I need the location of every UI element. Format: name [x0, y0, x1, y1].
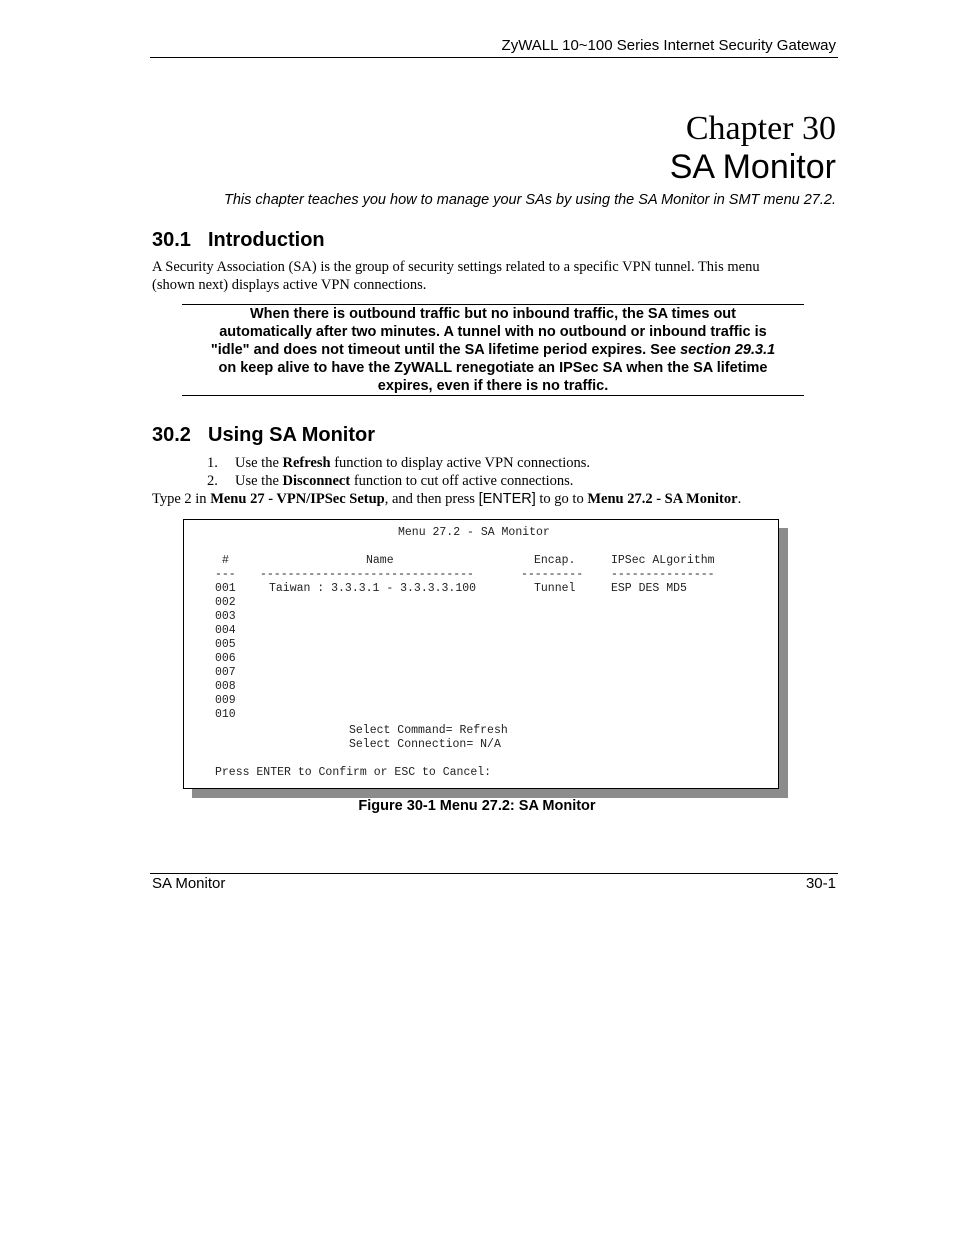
enter-key-label: [ENTER] [478, 491, 536, 507]
note-line-5: expires, even if there is no traffic. [377, 378, 609, 394]
table-row-number: 009 [215, 694, 236, 707]
note-box [182, 304, 804, 396]
table-row-algorithm: ESP DES MD5 [611, 582, 687, 595]
sa-monitor-terminal [183, 519, 779, 789]
column-separator: --------------- [611, 568, 715, 581]
table-row-number: 008 [215, 680, 236, 693]
table-row-number: 005 [215, 638, 236, 651]
column-separator: --------- [521, 568, 584, 581]
menu-reference: Menu 27.2 - SA Monitor [587, 491, 738, 507]
step-text-part: Use the [235, 455, 283, 471]
intro-paragraph-line-2: (shown next) displays active VPN connections. [152, 277, 427, 293]
section-number: 30.2 [152, 424, 191, 446]
step-function-name: Disconnect [282, 473, 351, 489]
table-row-number: 002 [215, 596, 236, 609]
type-instruction-part: , and then press [384, 491, 479, 507]
column-header-ipsec-algorithm: IPSec ALgorithm [611, 554, 715, 567]
table-row-name: Taiwan : 3.3.3.1 - 3.3.3.3.100 [269, 582, 477, 595]
page-header: ZyWALL 10~100 Series Internet Security Gateway [501, 37, 836, 54]
confirm-prompt: Press ENTER to Confirm or ESC to Cancel: [215, 766, 492, 779]
table-row-number: 003 [215, 610, 236, 623]
section-heading-introduction [152, 229, 325, 252]
note-line-2: automatically after two minutes. A tunnel with no outbound or inbound traffic is [219, 324, 767, 340]
section-title: Using SA Monitor [208, 424, 376, 446]
section-number: 30.1 [152, 229, 191, 251]
footer-page-number: 30-1 [805, 875, 836, 892]
select-connection-label: Select Connection= [349, 738, 474, 751]
section-heading-using-sa-monitor [152, 424, 375, 447]
footer-rule [150, 873, 838, 874]
note-line-4: on keep alive to have the ZyWALL renegotiate an IPSec SA when the SA lifetime [218, 360, 768, 376]
figure-caption: Figure 30-1 Menu 27.2: SA Monitor [358, 798, 596, 814]
note-line-1: When there is outbound traffic but no inbound traffic, the SA times out [250, 306, 736, 322]
column-header-encap: Encap. [534, 554, 576, 567]
terminal-title: Menu 27.2 - SA Monitor [398, 526, 550, 539]
step-function-name: Refresh [282, 455, 331, 471]
select-command-label: Select Command= [349, 724, 453, 737]
step-number: 2. [207, 473, 218, 489]
type-instruction-part: to go to [535, 491, 588, 507]
column-header-name: Name [366, 554, 394, 567]
column-separator: --- [215, 568, 236, 581]
select-connection [349, 738, 501, 752]
footer-chapter-name: SA Monitor [152, 875, 226, 892]
note-line-3-text: "idle" and does not timeout until the SA lifetime period expires. See [210, 342, 681, 358]
note-section-reference: section 29.3.1 [680, 342, 776, 358]
table-row-number: 004 [215, 624, 236, 637]
type-instruction-part: Type 2 in [152, 491, 211, 507]
column-separator: ------------------------------- [260, 568, 474, 581]
type-instruction-part: . [737, 491, 742, 507]
select-command-value[interactable]: Refresh [459, 724, 508, 737]
step-number: 1. [207, 455, 218, 471]
step-text-part: function to display active VPN connections. [330, 455, 591, 471]
section-title: Introduction [208, 229, 325, 251]
type-instruction [152, 490, 741, 508]
chapter-number: Chapter 30 [685, 110, 836, 147]
select-connection-value[interactable]: N/A [480, 738, 501, 751]
header-rule [150, 57, 838, 58]
step-text [235, 472, 573, 490]
step-text-part: function to cut off active connections. [350, 473, 574, 489]
select-command [349, 724, 508, 738]
step-text [235, 454, 590, 472]
menu-reference: Menu 27 - VPN/IPSec Setup [210, 491, 385, 507]
chapter-intro: This chapter teaches you how to manage your SAs by using the SA Monitor in SMT menu 27.2. [223, 192, 836, 208]
note-line-3 [182, 341, 804, 359]
table-row-number: 010 [215, 708, 236, 721]
intro-paragraph-line-1: A Security Association (SA) is the group of security settings related to a specific VPN tunnel. This menu [152, 259, 760, 275]
step-text-part: Use the [235, 473, 283, 489]
table-row-number: 001 [215, 582, 236, 595]
column-header-number: # [222, 554, 229, 567]
table-row-number: 007 [215, 666, 236, 679]
table-row-encap: Tunnel [534, 582, 576, 595]
table-row-number: 006 [215, 652, 236, 665]
chapter-title: SA Monitor [669, 148, 836, 186]
